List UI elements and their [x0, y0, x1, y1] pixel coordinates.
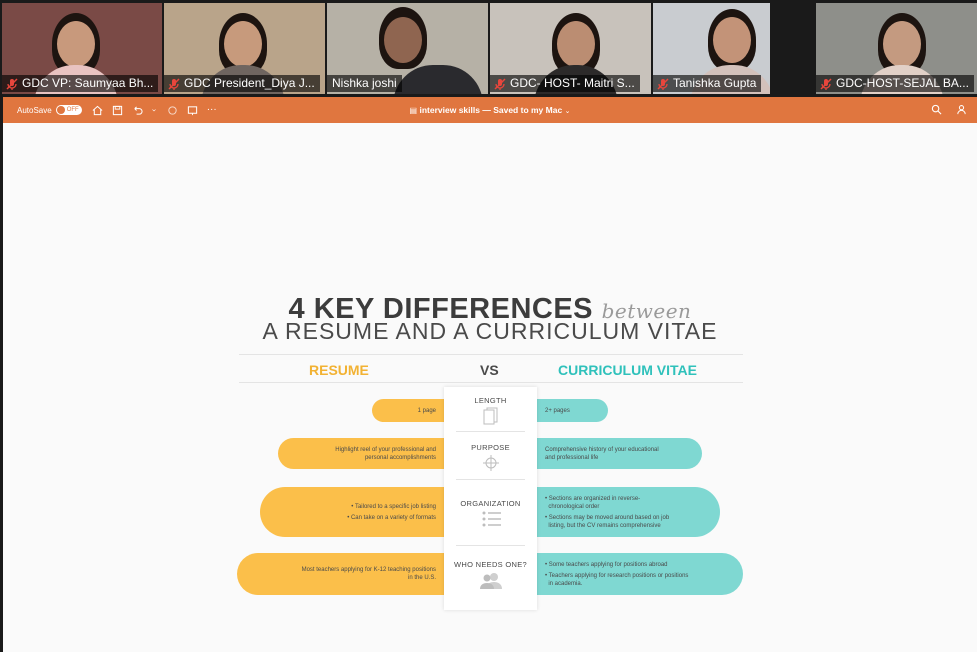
autosave-label: AutoSave: [17, 105, 52, 115]
present-icon[interactable]: [187, 105, 198, 116]
mic-muted-icon: [656, 77, 670, 91]
pill-text: and professional life: [545, 454, 599, 461]
participant-name-label: [164, 75, 320, 92]
cv-heading: CURRICULUM VITAE: [558, 362, 697, 378]
mic-muted-icon: [5, 77, 19, 91]
resume-heading: RESUME: [309, 362, 369, 378]
participant-tile[interactable]: [816, 3, 977, 94]
more-icon[interactable]: ···: [206, 104, 217, 115]
pages-icon: [481, 407, 501, 425]
people-icon: [479, 572, 503, 589]
participant-name-label: [653, 75, 761, 92]
undo-icon[interactable]: [132, 105, 143, 116]
category-organization: ORGANIZATION: [460, 499, 521, 508]
autosave-control[interactable]: [17, 105, 82, 115]
participant-name: GDC-HOST-SEJAL BA...: [836, 76, 969, 90]
pill-text: • Teachers applying for research positions or positions: [545, 572, 689, 579]
resume-purpose-pill: [278, 438, 472, 469]
participant-name-label: [816, 75, 974, 92]
pill-text: • Tailored to a specific job listing: [351, 503, 436, 510]
search-icon[interactable]: [931, 104, 942, 115]
divider: [239, 382, 743, 383]
mic-muted-icon: [167, 77, 181, 91]
document-icon: ▤: [409, 106, 418, 115]
mic-muted-icon: [493, 77, 507, 91]
pill-text: • Sections are organized in reverse-: [545, 495, 641, 502]
divider: [239, 354, 743, 355]
category-column: [444, 387, 537, 610]
pill-text: Highlight reel of your professional and: [335, 446, 436, 453]
pill-text: chronological order: [545, 503, 600, 510]
participant-tile[interactable]: [490, 3, 651, 94]
vs-heading: VS: [480, 362, 499, 378]
share-icon[interactable]: [956, 104, 967, 115]
pill-text: Most teachers applying for K-12 teaching positions: [301, 567, 436, 573]
participant-face: [713, 17, 751, 63]
participant-face: [557, 21, 595, 67]
participant-name: GDC- HOST- Maitri S...: [510, 76, 635, 90]
divider: [456, 479, 525, 480]
redo-icon[interactable]: [167, 105, 178, 116]
save-status: — Saved to my Mac: [482, 105, 563, 115]
home-icon[interactable]: [92, 105, 103, 116]
title-script: between: [601, 299, 692, 323]
resume-who-pill: [237, 553, 472, 595]
participant-face: [57, 21, 95, 67]
pill-text: • Some teachers applying for positions abroad: [545, 561, 668, 568]
resume-organization-pill: [260, 487, 472, 537]
cv-who-pill: [513, 553, 743, 595]
pill-text: in academia.: [545, 580, 583, 587]
category-length: LENGTH: [474, 396, 507, 405]
participant-name-label: [327, 75, 402, 92]
participant-name: Nishka joshi: [332, 76, 397, 90]
participant-tile[interactable]: [164, 3, 325, 94]
pill-text: in the U.S.: [407, 575, 436, 581]
slide-canvas[interactable]: [3, 123, 977, 652]
divider: [456, 431, 525, 432]
list-icon: [482, 511, 502, 527]
participant-face: [384, 17, 422, 63]
pill-text: • Can take on a variety of formats: [347, 514, 436, 521]
participant-tile-active-speaker[interactable]: [327, 3, 488, 94]
pill-text: 2+ pages: [545, 407, 570, 414]
chevron-down-icon[interactable]: [152, 105, 158, 116]
participant-face: [224, 21, 262, 67]
participant-name-label: [2, 75, 158, 92]
participant-face: [883, 21, 921, 67]
cv-organization-pill: [513, 487, 720, 537]
target-icon: [482, 454, 500, 472]
cv-purpose-pill: [513, 438, 702, 469]
pill-text: personal accomplishments: [364, 454, 436, 461]
participant-name-label: [490, 75, 640, 92]
category-who-needs-one: WHO NEEDS ONE?: [454, 560, 527, 569]
save-icon[interactable]: [112, 105, 123, 116]
category-purpose: PURPOSE: [471, 443, 510, 452]
pill-text: listing, but the CV remains comprehensive: [545, 522, 661, 529]
participant-tile[interactable]: [653, 3, 770, 94]
autosave-toggle[interactable]: [56, 105, 82, 115]
ppt-title-bar: [3, 97, 977, 123]
participant-name: Tanishka Gupta: [673, 76, 757, 90]
participant-tile[interactable]: [2, 3, 162, 94]
pill-text: 1 page: [417, 407, 436, 414]
participant-name: GDC President_Diya J...: [184, 76, 315, 90]
pill-text: Comprehensive history of your educational: [545, 446, 659, 453]
title-bold: 4 KEY DIFFERENCES: [288, 293, 594, 325]
divider: [456, 545, 525, 546]
document-name[interactable]: interview skills: [419, 105, 480, 115]
participant-strip: [0, 0, 977, 97]
toggle-state-text: OFF: [66, 107, 79, 113]
participant-name: GDC VP: Saumyaa Bh...: [22, 76, 154, 90]
pill-text: • Sections may be moved around based on job: [545, 514, 670, 521]
chevron-down-icon[interactable]: ⌄: [564, 108, 571, 115]
mic-muted-icon: [819, 77, 833, 91]
slide-subtitle: A RESUME AND A CURRICULUM VITAE: [262, 318, 718, 344]
